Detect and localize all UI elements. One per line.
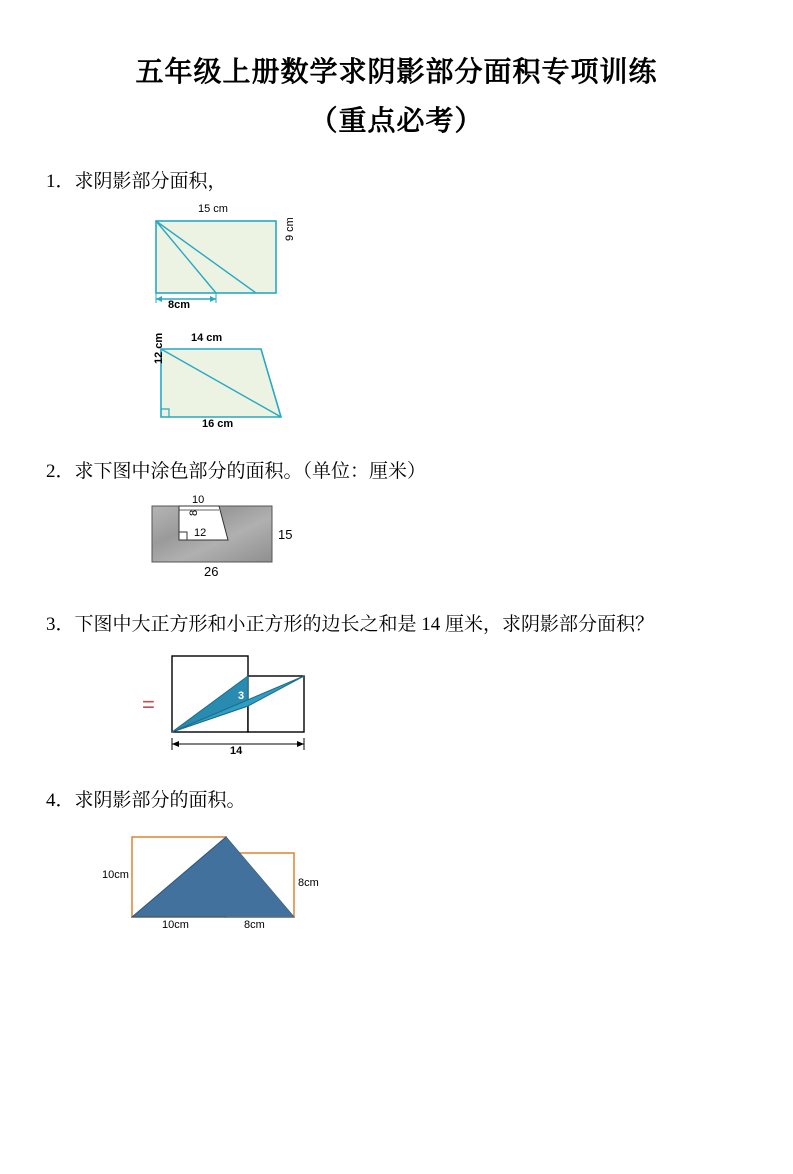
question-4-text: 求阴影部分的面积。: [74, 789, 246, 811]
figure-2-label-bottom-inner: 12: [194, 527, 207, 540]
figure-1b-svg: [106, 331, 326, 431]
figure-4-svg: [84, 823, 384, 933]
question-2-number: 2．: [46, 460, 75, 482]
figure-4-label-bottom-left: 10cm: [162, 918, 189, 931]
figure-3-label-equals: =: [142, 691, 155, 717]
title-line-1: 五年级上册数学求阴影部分面积专项训练: [135, 55, 658, 88]
figure-1b-trapezoid-with-triangle: [106, 331, 747, 431]
figure-1b-label-bottom: 16 cm: [202, 417, 234, 430]
figure-2-label-left-inner: 8: [188, 509, 200, 517]
figure-3-label-bottom: 14: [230, 744, 243, 757]
page-title: [46, 52, 747, 141]
question-4-number: 4．: [46, 789, 75, 811]
figure-3-svg: [124, 650, 384, 760]
figure-1a-label-top: 15 cm: [198, 202, 228, 215]
question-4: [46, 786, 747, 815]
worksheet-page: [0, 52, 793, 1174]
question-3-text: 下图中大正方形和小正方形的边长之和是 14 厘米，求阴影部分面积？: [74, 614, 655, 636]
figure-3-two-squares-shaded: [124, 650, 747, 760]
question-3-number: 3．: [46, 614, 75, 636]
question-1-text: 求阴影部分面积，: [74, 171, 227, 193]
figure-1a-label-right: 9 cm: [284, 216, 296, 241]
figure-4-label-left: 10cm: [102, 868, 129, 881]
figure-1b-label-left: 12 cm: [153, 332, 165, 364]
figure-4-label-bottom-right: 8cm: [244, 918, 265, 931]
question-1: [46, 167, 747, 196]
figure-3-label-inner: 3: [238, 689, 245, 702]
question-2-text: 求下图中涂色部分的面积。（单位：厘米）: [74, 460, 427, 482]
figure-2-rectangle-minus-trapezoid: [106, 494, 747, 584]
question-2: [46, 457, 747, 486]
figure-1b-label-top: 14 cm: [191, 331, 223, 344]
title-line-2: （重点必考）: [309, 103, 484, 137]
question-3: [46, 610, 747, 639]
figure-1a-label-bottom: 8cm: [168, 298, 191, 311]
question-1-number: 1．: [46, 171, 75, 193]
figure-1a-rectangle-with-triangle: [106, 203, 747, 313]
figure-2-label-bottom: 26: [204, 564, 219, 580]
figure-2-label-top-inner: 10: [192, 494, 205, 507]
figure-4-label-right: 8cm: [298, 876, 319, 889]
figure-4-two-squares-shaded-triangle: [84, 823, 747, 933]
figure-2-label-right: 15: [278, 527, 293, 543]
